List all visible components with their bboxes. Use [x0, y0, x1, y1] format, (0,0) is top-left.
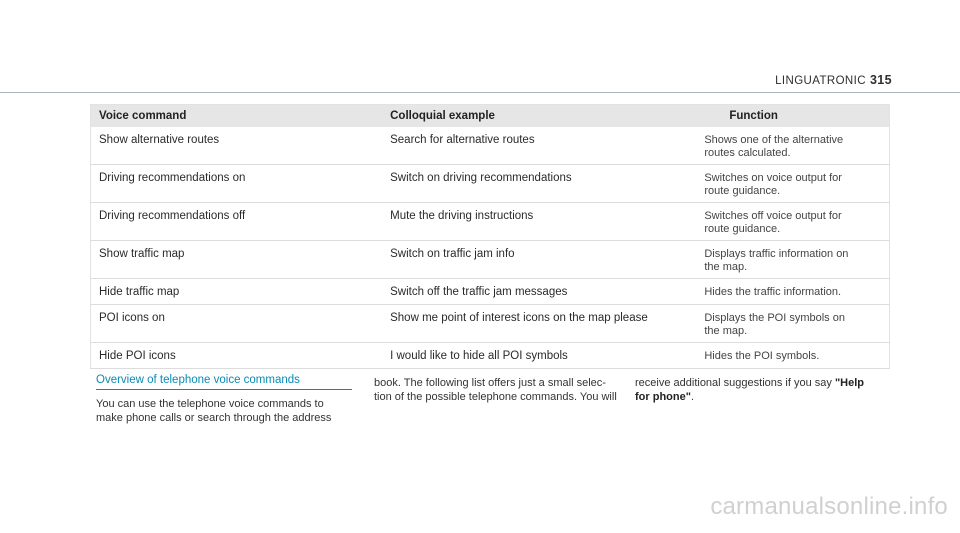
table-row — [91, 241, 890, 279]
table-row — [91, 165, 890, 203]
function-line: route guidance. — [704, 223, 781, 235]
section-title-link[interactable]: Overview of telephone voice commands — [96, 374, 352, 390]
help-command-text: for phone" — [635, 390, 691, 403]
cell-command: Driving recommendations on — [91, 165, 383, 203]
header-colloquial-example: Colloquial example — [382, 105, 696, 128]
function-line: Switches off voice output for — [704, 210, 842, 222]
function-line: the map. — [704, 325, 748, 337]
watermark: carmanualsonline.info — [710, 493, 948, 520]
running-head-title: LINGUATRONIC — [775, 75, 866, 87]
function-line: Hides the traffic information. — [704, 286, 842, 298]
body-text-column-3 — [635, 377, 880, 404]
cell-function — [696, 305, 889, 343]
cell-command: Hide traffic map — [91, 279, 383, 305]
body-text-column-1 — [96, 398, 356, 425]
body-line: receive additional suggestions if you say — [635, 377, 835, 389]
body-line: You can use the telephone voice commands to — [96, 398, 324, 410]
body-line: book. The following list offers just a small selec- — [374, 377, 606, 389]
header-function: Function — [696, 105, 889, 128]
function-line: route guidance. — [704, 185, 781, 197]
header-rule — [0, 92, 960, 93]
function-line: the map. — [704, 261, 748, 273]
cell-command: Hide POI icons — [91, 343, 383, 369]
table-row — [91, 279, 890, 305]
cell-example: Switch off the traffic jam messages — [382, 279, 696, 305]
table-row — [91, 305, 890, 343]
table-row — [91, 343, 890, 369]
function-line: Displays the POI symbols on — [704, 312, 845, 324]
cell-function — [696, 241, 889, 279]
table-row — [91, 127, 890, 165]
function-line: Displays traffic information on — [704, 248, 849, 260]
table-header-row — [91, 105, 890, 128]
cell-command: Show traffic map — [91, 241, 383, 279]
help-command-text: "Help — [834, 377, 865, 389]
cell-example: Search for alternative routes — [382, 127, 696, 165]
function-line: routes calculated. — [704, 147, 791, 159]
function-line: Switches on voice output for — [704, 172, 842, 184]
body-line: . — [690, 390, 694, 403]
function-line: Shows one of the alternative — [704, 134, 844, 146]
cell-function — [696, 203, 889, 241]
table-row — [91, 203, 890, 241]
body-line: tion of the possible telephone commands. You will — [374, 390, 617, 403]
cell-function — [696, 279, 889, 305]
header-voice-command: Voice command — [91, 105, 383, 128]
cell-function — [696, 165, 889, 203]
function-line: Hides the POI symbols. — [704, 350, 820, 362]
cell-example: Show me point of interest icons on the map please — [382, 305, 696, 343]
voice-command-table — [90, 104, 890, 369]
cell-example: Switch on traffic jam info — [382, 241, 696, 279]
cell-example: Switch on driving recommendations — [382, 165, 696, 203]
cell-example: I would like to hide all POI symbols — [382, 343, 696, 369]
cell-command: Driving recommendations off — [91, 203, 383, 241]
body-line: make phone calls or search through the address — [96, 411, 332, 424]
page-number: 315 — [869, 73, 892, 87]
cell-function — [696, 127, 889, 165]
running-head — [775, 73, 892, 87]
body-text-column-2 — [374, 377, 619, 404]
cell-function — [696, 343, 889, 369]
cell-example: Mute the driving instructions — [382, 203, 696, 241]
cell-command: POI icons on — [91, 305, 383, 343]
cell-command: Show alternative routes — [91, 127, 383, 165]
